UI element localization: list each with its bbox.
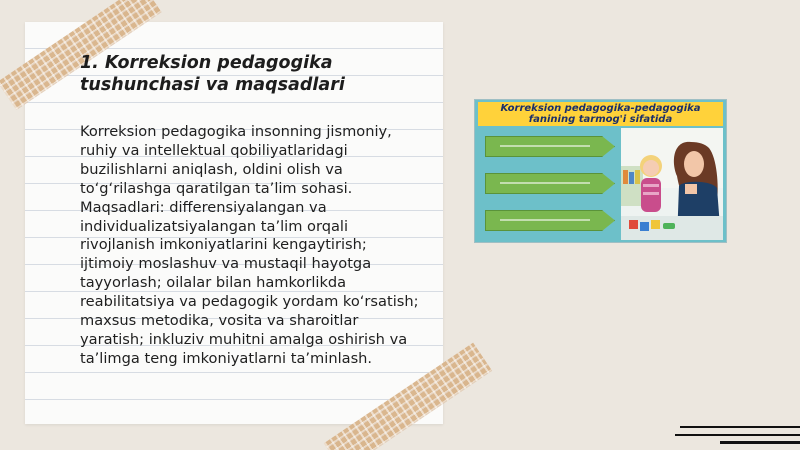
arrow-shape-1 — [485, 136, 615, 157]
arrow-shape-3 — [485, 210, 615, 231]
decorative-line-3 — [720, 441, 800, 444]
slide-title: 1. Korreksion pedagogika tushunchasi va maqsadlari — [80, 53, 345, 95]
toys-illustration — [621, 216, 723, 240]
decorative-line-1 — [680, 426, 800, 428]
infographic-image — [474, 99, 727, 243]
slide-body-text: Korreksion pedagogika insonning jismoniy, ruhiy va intellektual qobiliyatlaridagi buzilishlarni aniqlash, oldini olish va to‘g‘rilashga qaratilgan ta’lim sohasi. Maqsadlari: differensiyalangan va individualizatsiyalangan ta’lim orqali rivojlanish imkoniyatlarini kengaytirish; ijtimoiy moslashuv va mustaqil hayotga tayyorlash; oilalar bilan hamkorlikda reabilitatsiya va pedagogik yordam ko‘rsatish; maxsus metodika, vosita va sharoitlar yaratish; inkluziv muhitni amalga oshirish va ta’limga teng imkoniyatlarni ta’minlash. — [80, 123, 419, 367]
infographic-header — [478, 102, 723, 126]
decorative-line-2 — [675, 434, 800, 436]
arrow-shape-2 — [485, 173, 615, 194]
teacher-and-child-photo — [621, 128, 723, 240]
infographic-header-line-1: Korreksion pedagogika-pedagogika — [500, 103, 701, 114]
infographic-header-line-2: fanining tarmog'i sifatida — [528, 114, 673, 125]
